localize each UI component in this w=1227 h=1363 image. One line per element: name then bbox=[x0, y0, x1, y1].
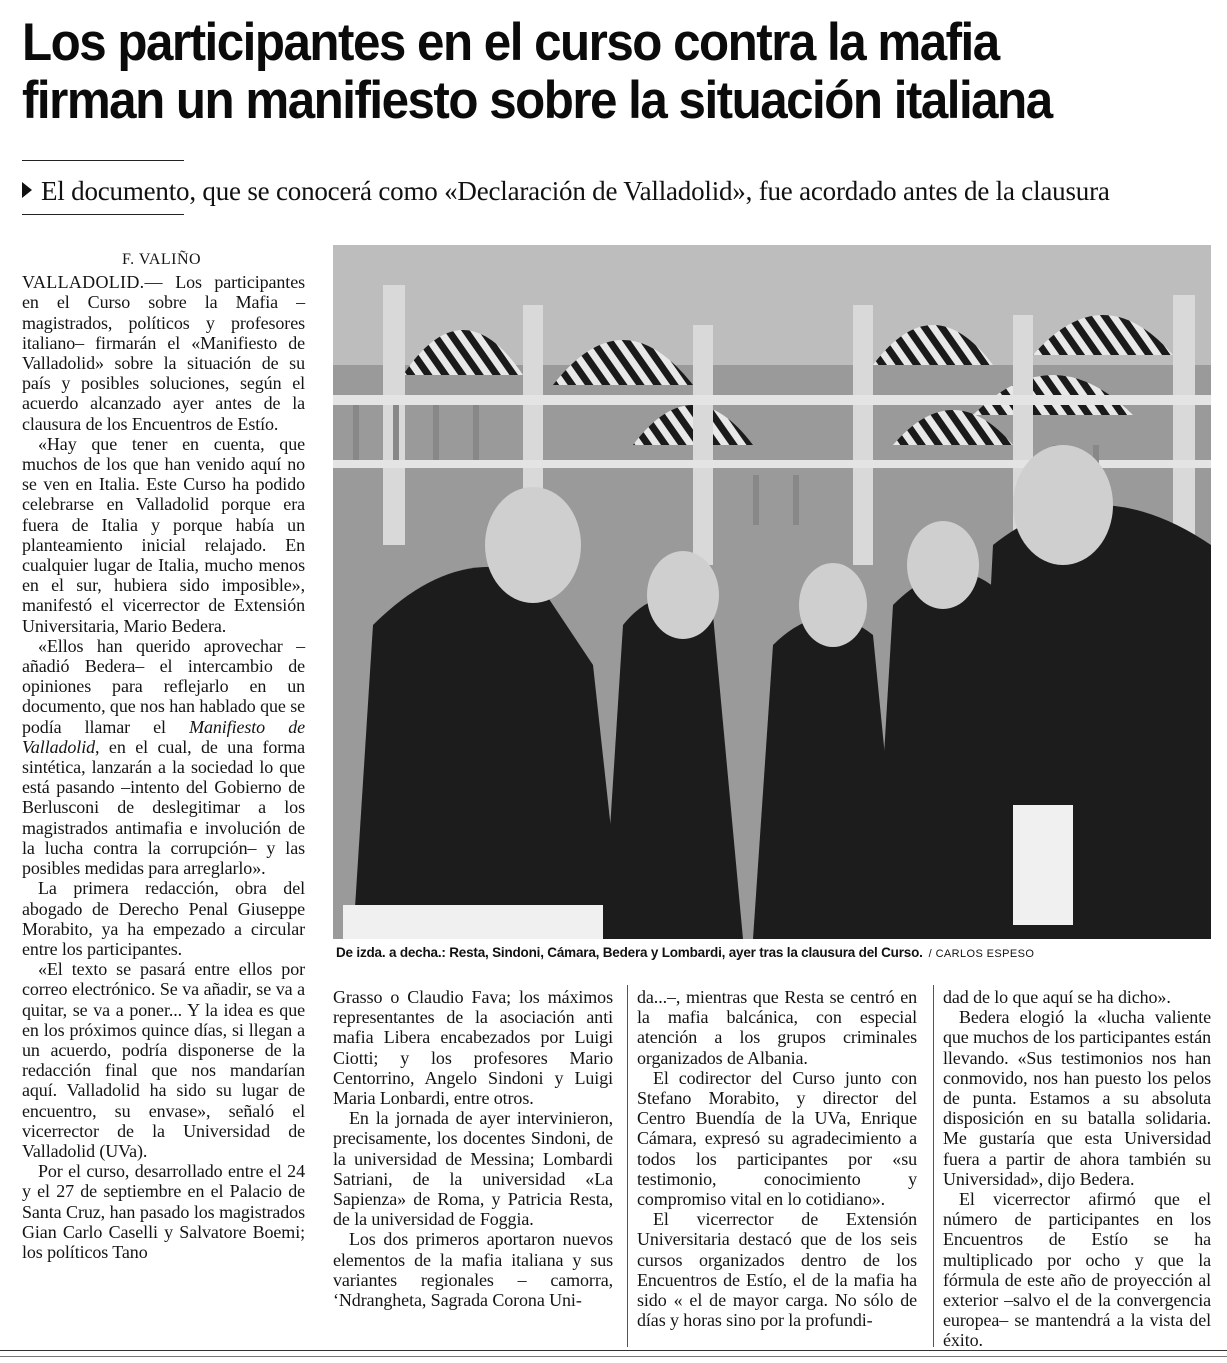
article-column-4 bbox=[943, 987, 1211, 1351]
article-column-1 bbox=[22, 250, 305, 1262]
subhead-top-rule bbox=[22, 160, 184, 161]
paragraph: En la jornada de ayer intervinieron, precisamente, los docentes Sindoni, de la universidad de Messina; Lombardi Satriani, de la universidad «La Sapienza» de Roma, y Patricia Resta, de la universidad de Foggia. bbox=[333, 1108, 613, 1230]
byline: F. VALIÑO bbox=[122, 251, 202, 268]
paragraph: Grasso o Claudio Fava; los máximos representantes de la asociación anti mafia Libera encabezados por Luigi Ciotti; y los profesores Mario Centorrino, Angelo Sindoni y Luigi Maria Lonbardi, entre otros. bbox=[333, 987, 613, 1109]
article-column-3 bbox=[637, 987, 917, 1330]
paragraph: VALLADOLID.— Los participantes en el Curso sobre la Mafia –magistrados, políticos y profesores italiano– firmarán el «Manifiesto de Valladolid» sobre la situación de su país y posibles soluciones, según el acuerdo alcanzado ayer antes de la clausura de los Encuentros de Estío. bbox=[22, 272, 305, 434]
subhead bbox=[22, 174, 1217, 208]
paragraph: Por el curso, desarrollado entre el 24 y el 27 de septiembre en el Palacio de Santa Cruz, han pasado los magistrados Gian Carlo Caselli y Salvatore Boemi; los políticos Tano bbox=[22, 1161, 305, 1262]
paragraph: El vicerrector de Extensión Universitaria destacó que de los seis cursos organizados dentro de los Encuentros de Estío, el de la mafia ha sido « el de mayor carga. No sólo de días y horas sino por la profundi- bbox=[637, 1209, 917, 1331]
column-divider bbox=[627, 985, 628, 1347]
page-bottom-rule-secondary bbox=[0, 1356, 1227, 1357]
dateline: VALLADOLID.— bbox=[22, 272, 163, 293]
triangle-bullet-icon bbox=[22, 182, 32, 198]
paragraph: Los dos primeros aportaron nuevos elementos de la mafia italiana y sus variantes regionales – camorra, ‘Ndrangheta, Sagrada Corona Uni- bbox=[333, 1229, 613, 1311]
headline-line-2: firman un manifiesto sobre la situación italiana bbox=[22, 71, 1052, 130]
caption-text: De izda. a decha.: Resta, Sindoni, Cámara, Bedera y Lombardi, ayer tras la clausura del Curso. bbox=[336, 945, 923, 960]
paragraph: «Hay que tener en cuenta, que muchos de los que han venido aquí no se ven en Italia. Este Curso ha podido celebrarse en Valladolid porque era fuera de Italia y porque había un planteamiento inicial relajado. En cualquier lugar de Italia, mucho menos en el sur, hubiera sido imposible», manifestó el vicerrector de Extensión Universitaria, Mario Bedera. bbox=[22, 433, 305, 636]
subhead-bottom-rule bbox=[22, 214, 184, 215]
paragraph: El vicerrector afirmó que el número de participantes en los Encuentros de Estío se ha multiplicado por ocho y que la fórmula de este año de proyección al exterior –salvo el de la convergencia europea– se mantendrá a la vista del éxito. bbox=[943, 1189, 1211, 1351]
column-divider bbox=[933, 985, 934, 1347]
italic-title: Manifiesto de Valladolid bbox=[22, 716, 305, 757]
photo-caption bbox=[336, 945, 1216, 960]
paragraph: da...–, mientras que Resta se centró en la mafia balcánica, con especial atención a los grupos criminales organizados de Albania. bbox=[637, 987, 917, 1068]
page-bottom-rule bbox=[0, 1350, 1227, 1351]
article-column-2 bbox=[333, 987, 613, 1310]
paragraph: La primera redacción, obra del abogado de Derecho Penal Giuseppe Morabito, ya ha empezado a circular entre los participantes. bbox=[22, 878, 305, 959]
paragraph: dad de lo que aquí se ha dicho». bbox=[943, 987, 1171, 1007]
courtyard-photo-illustration bbox=[333, 245, 1211, 939]
subhead-text: El documento, que se conocerá como «Declaración de Valladolid», fue acordado antes de la clausura bbox=[41, 176, 1110, 206]
paragraph: «Ellos han querido aprovechar –añadió Bedera– el intercambio de opiniones para reflejarlo en un documento, que nos han hablado que se podía llamar el Manifiesto de Valladolid, en el cual, de una forma sintética, lanzarán a la sociedad lo que está pasando –intento del Gobierno de Berlusconi de deslegitimar a los magistrados antimafia e involución de la lucha contra la corrupción– y las posibles medidas para arreglarlo». bbox=[22, 635, 305, 879]
headline bbox=[22, 14, 1129, 130]
paragraph: El codirector del Curso junto con Stefano Morabito, y director del Centro Buendía de la UVa, Enrique Cámara, expresó su agradecimiento a todos los participantes por «su testimonio, conocimiento y compromiso vital en lo cotidiano». bbox=[637, 1067, 917, 1210]
article-photo bbox=[333, 245, 1211, 939]
paragraph: Bedera elogió la «lucha valiente que muchos de los participantes están llevando. «Sus testimonios nos han conmovido, nos han puesto los pelos de punta. Estamos a su absoluta disposición en su batalla solidaria. Me gustaría que esta Universidad fuera a partir de ahora también su Universidad», dijo Bedera. bbox=[943, 1007, 1211, 1189]
paragraph: «El texto se pasará entre ellos por correo electrónico. Se va añadir, se va a quitar, se va a poner... Y la idea es que en los próximos quince días, si llegan a un acuerdo, podría disponerse de la redacción final que nos mandarían aquí. Valladolid ha sido su lugar de encuentro, su envase», señaló el vicerrector de la Universidad de Valladolid (UVa). bbox=[22, 959, 305, 1161]
photo-credit: / CARLOS ESPESO bbox=[928, 948, 1035, 960]
headline-line-1: Los participantes en el curso contra la mafia bbox=[22, 13, 999, 72]
